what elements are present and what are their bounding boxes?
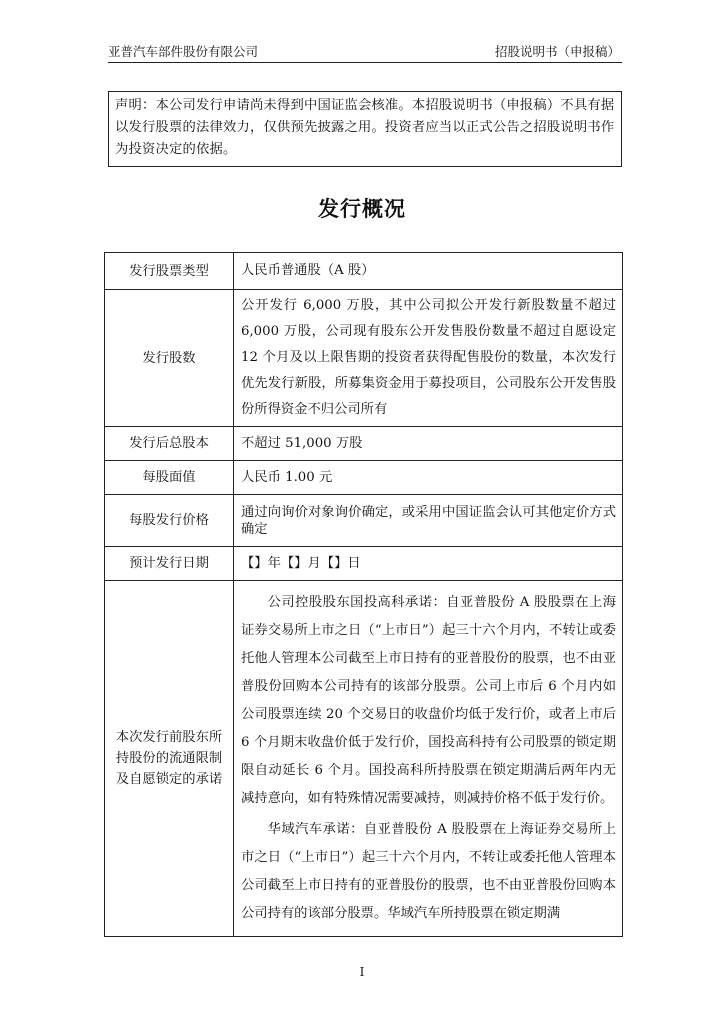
table-row bbox=[105, 495, 623, 547]
row-value bbox=[234, 581, 623, 937]
row-value: 人民币 1.00 元 bbox=[234, 461, 623, 495]
row-label: 每股面值 bbox=[105, 461, 234, 495]
header-company: 亚普汽车部件股份有限公司 bbox=[108, 44, 259, 59]
disclaimer-notice: 声明：本公司发行申请尚未得到中国证监会核准。本招股说明书（申报稿）不具有据以发行股票的法律效力，仅供预先披露之用。投资者应当以正式公告之招股说明书作为投资决定的依据。 bbox=[108, 91, 622, 167]
page-number: I bbox=[359, 965, 365, 979]
row-value: 公开发行 6,000 万股，其中公司拟公开发行新股数量不超过 6,000 万股，公司现有股东公开发售股份数量不超过自愿设定 12 个月及以上限售期的投资者获得配售股份的数量，本次发行优先发行新股，所募集资金用于募投项目，公司股东公开发售股份所得资金不归公司所有 bbox=[234, 290, 623, 427]
header-doc-type: 招股说明书（申报稿） bbox=[494, 44, 620, 59]
table-row bbox=[105, 461, 623, 495]
table-row bbox=[105, 290, 623, 427]
row-label: 预计发行日期 bbox=[105, 547, 234, 581]
issuance-overview-table bbox=[104, 252, 623, 937]
page-title: 发行概况 bbox=[318, 197, 406, 221]
page-header bbox=[108, 38, 622, 63]
row-value: 不超过 51,000 万股 bbox=[234, 427, 623, 461]
table-row bbox=[105, 581, 623, 937]
row-label: 发行股票类型 bbox=[105, 253, 234, 290]
row-value: 通过向询价对象询价确定，或采用中国证监会认可其他定价方式确定 bbox=[234, 495, 623, 547]
row-label: 每股发行价格 bbox=[105, 495, 234, 547]
row-label: 本次发行前股东所持股份的流通限制及自愿锁定的承诺 bbox=[105, 581, 234, 937]
commitment-paragraph: 公司控股股东国投高科承诺：自亚普股份 A 股股票在上海证券交易所上市之日（“上市日”）起三十六个月内，不转让或委托他人管理本公司截至上市日持有的亚普股份的股票，也不由亚普股份回购本公司持有的该部分股票。公司上市后 6 个月内如公司股票连续 20 个交易日的收盘价均低于发行价，或者上市后 6 个月期末收盘价低于发行价，国投高科持有公司股票的锁定期限自动延长 6 个月。国投高科所持股票在锁定期满后两年内无减持意向，如有特殊情况需要减持，则减持价格不低于发行价。 bbox=[241, 595, 616, 806]
table-row bbox=[105, 253, 623, 290]
row-value: 人民币普通股（A 股） bbox=[234, 253, 623, 290]
row-label: 发行股数 bbox=[105, 290, 234, 427]
row-label: 发行后总股本 bbox=[105, 427, 234, 461]
row-value: 【】年【】月【】日 bbox=[234, 547, 623, 581]
table-row bbox=[105, 427, 623, 461]
table-row bbox=[105, 547, 623, 581]
commitment-paragraph: 华域汽车承诺：自亚普股份 A 股股票在上海证券交易所上市之日（“上市日”）起三十六个月内，不转让或委托他人管理本公司截至上市日持有的亚普股份的股票，也不由亚普股份回购本公司持有的该部分股票。华域汽车所持股票在锁定期满 bbox=[241, 822, 616, 921]
